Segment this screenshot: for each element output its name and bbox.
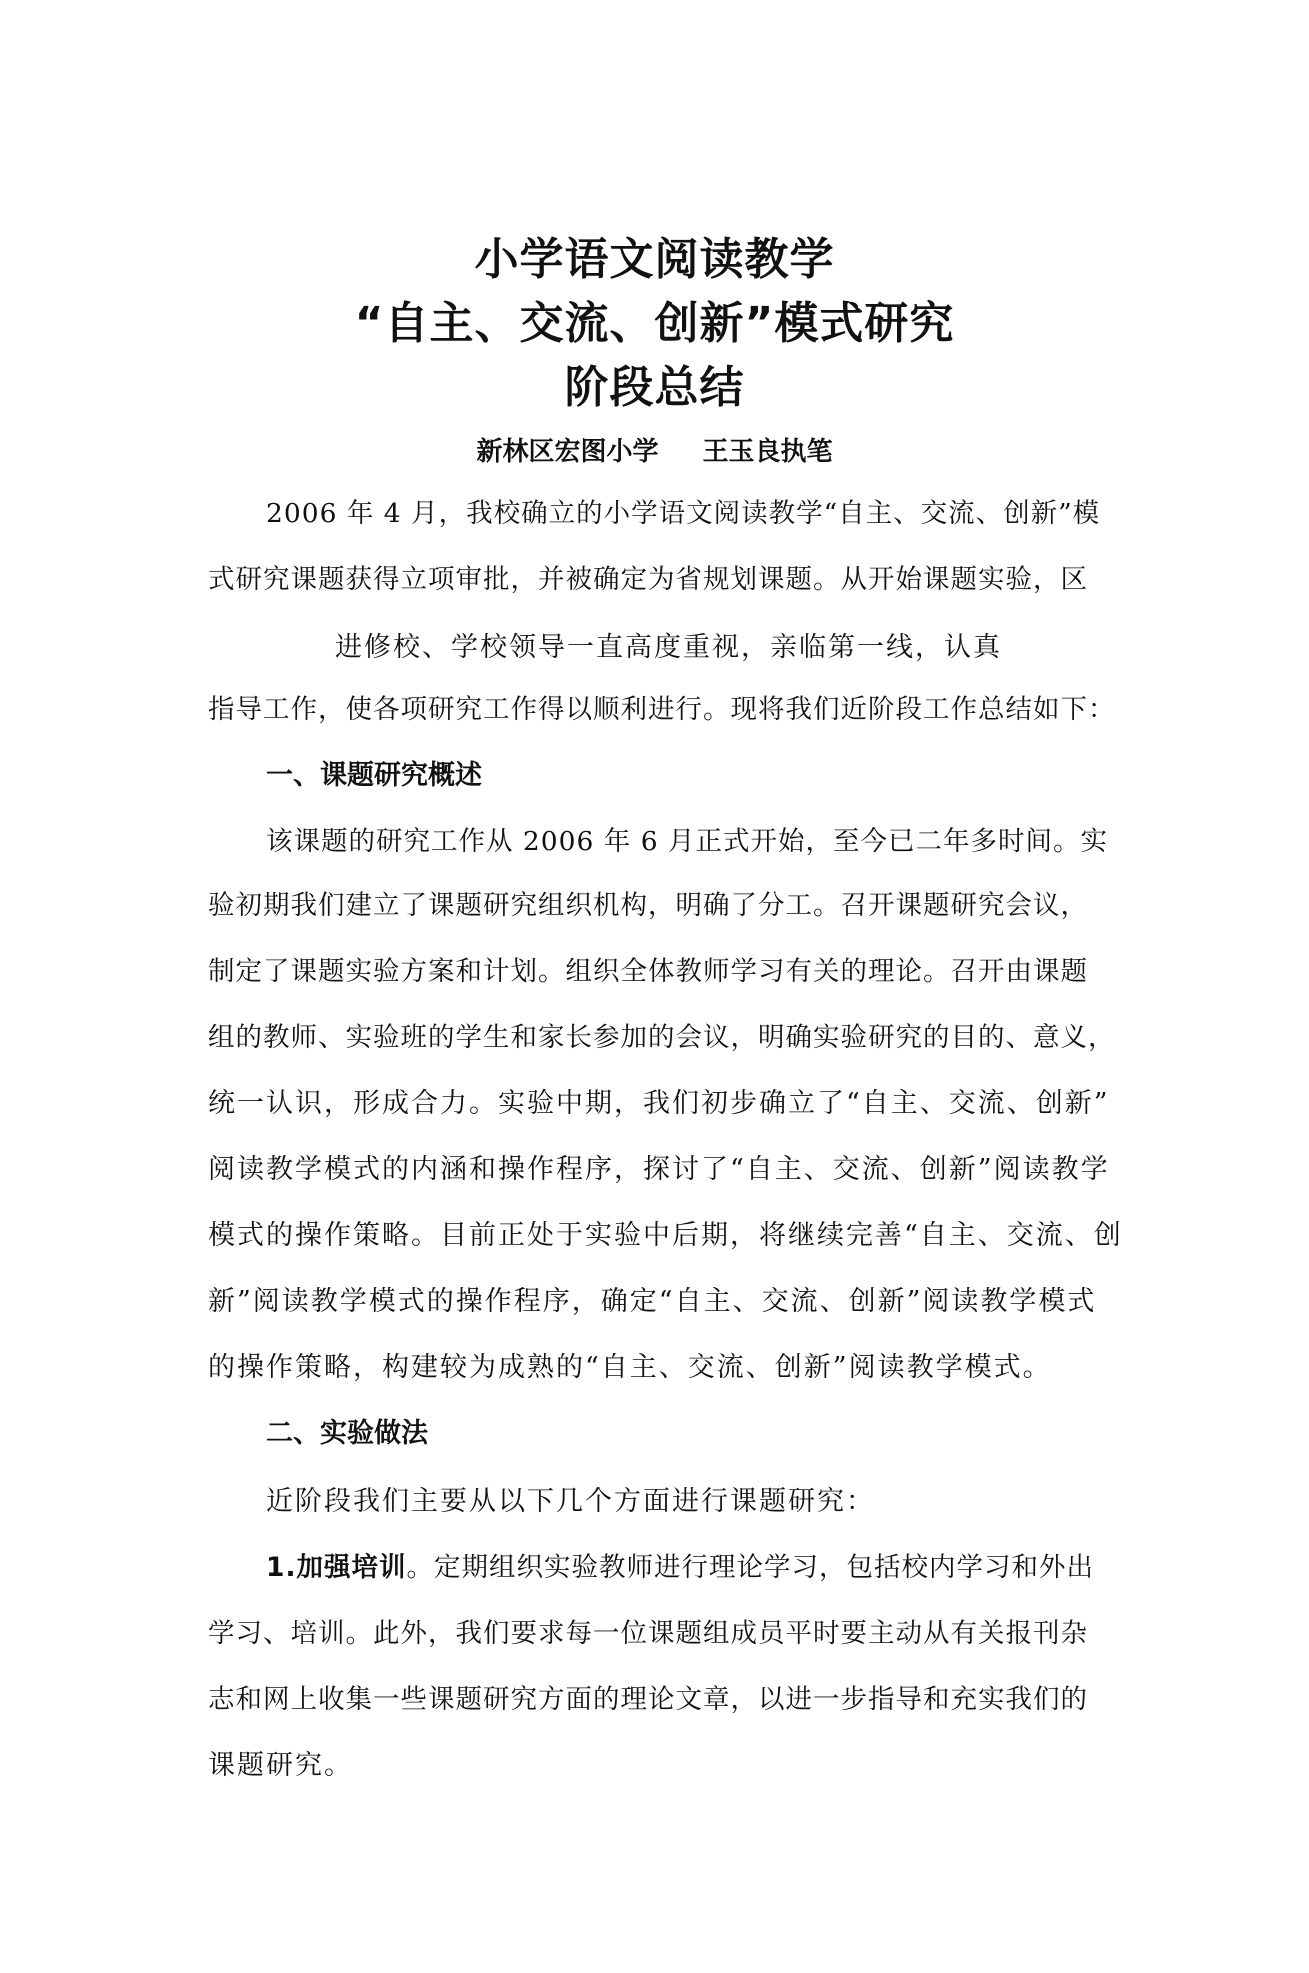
- paragraph-line: 的操作策略，构建较为成熟的“自主、交流、创新”阅读教学模式。: [208, 1352, 1052, 1383]
- paragraph-line: 2006 年 4 月，我校确立的小学语文阅读教学“自主、交流、创新”模: [266, 498, 1101, 529]
- paragraph-line: 指导工作，使各项研究工作得以顺利进行。现将我们近阶段工作总结如下：: [208, 694, 1116, 725]
- paragraph-line: 志和网上收集一些课题研究方面的理论文章，以进一步指导和充实我们的: [208, 1684, 1088, 1715]
- title-line-1: 小学语文阅读教学: [474, 234, 835, 285]
- paragraph-line: 该课题的研究工作从 2006 年 6 月正式开始，至今已二年多时间。实: [266, 826, 1108, 857]
- byline-author: 王玉良执笔: [702, 437, 833, 467]
- section-heading-1: 一、课题研究概述: [266, 760, 482, 791]
- paragraph-line: 统一认识，形成合力。实验中期，我们初步确立了“自主、交流、创新”: [208, 1088, 1110, 1119]
- byline-school: 新林区宏图小学: [476, 437, 659, 467]
- paragraph-line: 式研究课题获得立项审批，并被确定为省规划课题。从开始课题实验，区: [208, 564, 1088, 595]
- paragraph-line: 进修校、学校领导一直高度重视，亲临第一线，认真: [335, 632, 1002, 663]
- paragraph-line: 新”阅读教学模式的操作程序，确定“自主、交流、创新”阅读教学模式: [208, 1286, 1097, 1317]
- paragraph-line: 学习、培训。此外，我们要求每一位课题组成员平时要主动从有关报刊杂: [208, 1618, 1088, 1649]
- paragraph-line: 组的教师、实验班的学生和家长参加的会议，明确实验研究的目的、意义，: [208, 1022, 1116, 1053]
- paragraph-line: 模式的操作策略。目前正处于实验中后期，将继续完善“自主、交流、创: [208, 1220, 1123, 1251]
- paragraph-line: 阅读教学模式的内涵和操作程序，探讨了“自主、交流、创新”阅读教学: [208, 1154, 1110, 1185]
- paragraph-line: 近阶段我们主要从以下几个方面进行课题研究：: [266, 1486, 875, 1517]
- title-line-3: 阶段总结: [564, 362, 745, 413]
- paragraph-line: 制定了课题实验方案和计划。组织全体教师学习有关的理论。召开由课题: [208, 956, 1088, 987]
- list-item-label: 1.加强培训: [266, 1552, 407, 1583]
- list-item-1: [266, 1548, 1126, 1588]
- list-item-text: 。定期组织实验教师进行理论学习，包括校内学习和外出: [406, 1552, 1095, 1583]
- section-heading-2: 二、实验做法: [266, 1418, 428, 1449]
- paragraph-line: 验初期我们建立了课题研究组织机构，明确了分工。召开课题研究会议，: [208, 890, 1088, 921]
- byline: [0, 432, 1309, 472]
- title-line-2: “自主、交流、创新”模式研究: [354, 298, 955, 349]
- paragraph-line: 课题研究。: [208, 1750, 353, 1781]
